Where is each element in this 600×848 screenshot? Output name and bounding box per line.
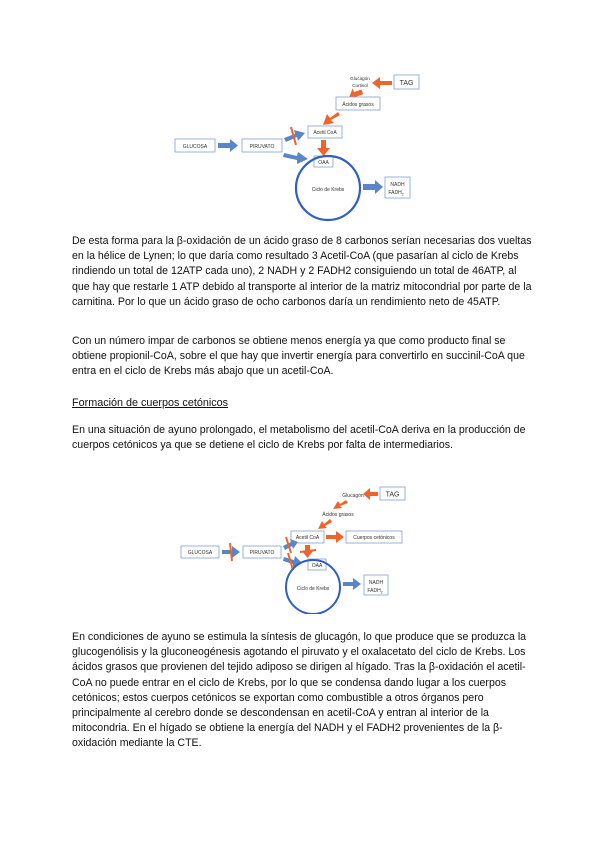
tag-label: TAG bbox=[399, 80, 414, 87]
paragraph-beta-oxidation-yield: De esta forma para la β-oxidación de un ácido graso de 8 carbonos serían necesarias dos vueltas en la hélice de Lynen; lo que daría como resultado 3 Acetil-CoA (que pasarían al ciclo de Krebs rindiendo un total de 12ATP cada uno), 2 NADH y 2 FADH2 consiguiendo un total de 46ATP, al que hay que restarle 1 ATP debido al transporte al interior de la matriz mitocondrial por parte de la carnitina. Por lo que un ácido graso de ocho carbonos daría un rendimiento neto de 45ATP. bbox=[72, 235, 532, 308]
glucose-label-2: GLUCOSA bbox=[187, 550, 213, 556]
blue-arrow-krebs-nadh bbox=[363, 180, 383, 194]
acetyl-coa-label: Acetil CoA bbox=[313, 130, 337, 136]
nadh-label: NADH bbox=[390, 182, 405, 188]
paragraph-fasting-glucagon: En condiciones de ayuno se estimula la síntesis de glucagón, lo que produce que se produzca la glucogenólisis y la gluconeogénesis agotando el piruvato y el oxalacetato del ciclo de Krebs. Los ácidos grasos que provienen del tejido adiposo se dirigen al hígado. Tras la β-oxidación el acetil-CoA no puede entrar en el ciclo de Krebs, por lo que se condensa dando lugar a los cuerpos cetónicos; estos cuerpos cetónicos se exportan como combustible a otros órganos pero principalmente al cerebro donde se descondensan en acetil-CoA y entran al interior de la mitocondria. En el hígado se obtiene la energía del NADH y el FADH2 provenientes de la β-oxidación mediante la CTE. bbox=[72, 631, 527, 750]
tag-label-2: TAG bbox=[385, 491, 400, 499]
orange-arrow-tag bbox=[372, 77, 392, 89]
fatty-acids-label-2: Ácidos grasos bbox=[322, 512, 354, 518]
oaa-label: OAA bbox=[318, 160, 329, 166]
fadh2-label-2: $FADH_2$ bbox=[367, 588, 383, 595]
metabolism-diagram-2 bbox=[178, 484, 428, 614]
nadh-label-2: NADH bbox=[368, 580, 384, 586]
fadh2-label: $FADH_2$ bbox=[388, 190, 404, 197]
glucose-label: GLUCOSA bbox=[182, 144, 208, 150]
orange-arrow-acetyl-ketones bbox=[326, 531, 344, 543]
krebs-cycle-label-2: Ciclo de Krebs bbox=[296, 586, 330, 592]
orange-arrow-to-acetyl-coa bbox=[323, 112, 340, 125]
blue-arrow-glucose-pyruvate bbox=[218, 139, 238, 152]
section-heading-ketone-bodies: Formación de cuerpos cetónicos bbox=[72, 397, 229, 409]
acetyl-coa-label-2: Acetil CoA bbox=[295, 535, 320, 541]
orange-block-mark-2 bbox=[230, 543, 232, 561]
oaa-label-2: OAA bbox=[311, 563, 323, 569]
blue-arrow-pyruvate-oaa bbox=[283, 152, 308, 164]
hormone-label-glucagon: Glucagón bbox=[350, 76, 370, 81]
paragraph-odd-carbons: Con un número impar de carbonos se obtiene menos energía ya que como producto final se obtiene propionil-CoA, sobre el que hay que invertir energía para convertirlo en succinil-CoA que entra en el ciclo de Krebs más abajo que un acetil-CoA. bbox=[72, 335, 525, 378]
krebs-cycle-label: Ciclo de Krebs bbox=[311, 187, 345, 193]
paragraph-fasting-ketogenesis: En una situación de ayuno prolongado, el metabolismo del acetil-CoA deriva en la producción de cuerpos cetónicos ya que se detiene el ciclo de Krebs por falta de intermediarios. bbox=[72, 424, 526, 452]
pyruvate-label: PIRUVATO bbox=[249, 144, 275, 150]
orange-arrow-acetyl-oaa bbox=[317, 140, 330, 156]
fatty-acids-label: Ácidos grasos bbox=[342, 102, 374, 108]
glucagon-label: Glucagón bbox=[342, 493, 364, 499]
orange-arrow-tag-2 bbox=[363, 488, 378, 500]
orange-block-mark-5 bbox=[300, 550, 316, 552]
blue-arrow-krebs-nadh-2 bbox=[343, 578, 361, 590]
metabolism-diagram-1 bbox=[170, 68, 430, 226]
hormone-label-cortisol: Cortisol bbox=[352, 83, 368, 88]
orange-arrow-to-fatty-acids-2 bbox=[333, 500, 348, 509]
pyruvate-label-2: PIRUVATO bbox=[249, 550, 275, 556]
ketone-bodies-label: Cuerpos cetónicos bbox=[353, 535, 395, 541]
orange-arrow-to-acetyl-coa-2 bbox=[318, 519, 332, 529]
